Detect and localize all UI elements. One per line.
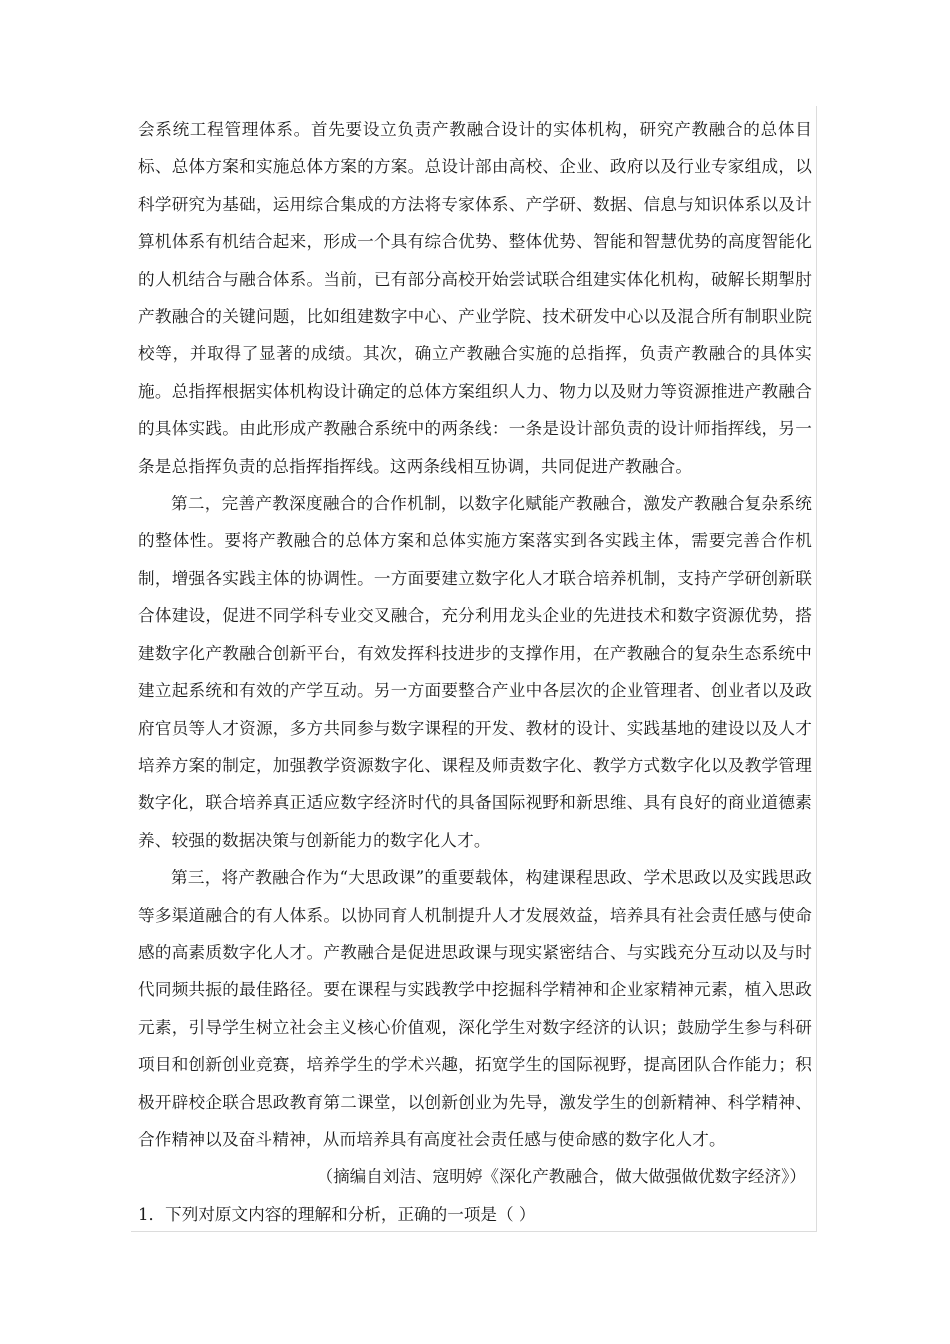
document-body bbox=[131, 106, 817, 1232]
paragraph-3: 第三，将产教融合作为“大思政课”的重要载体，构建课程思政、学术思政以及实践思政等多渠道融合的有人体系。以协同育人机制提升人才发展效益，培养具有社会责任感与使命感的高素质数字化人才。产教融合是促进思政课与现实紧密结合、与实践充分互动以及与时代同频共振的最佳路径。要在课程与实践教学中挖掘科学精神和企业家精神元素，植入思政元素，引导学生树立社会主义核心价值观，深化学生对数字经济的认识；鼓励学生参与科研项目和创新创业竞赛，培养学生的学术兴趣，拓宽学生的国际视野，提高团队合作能力；积极开辟校企联合思政教育第二课堂，以创新创业为先导，激发学生的创新精神、科学精神、合作精神以及奋斗精神，从而培养具有高度社会责任感与使命感的数字化人才。 bbox=[138, 868, 812, 1149]
paragraph-1: 会系统工程管理体系。首先要设立负责产教融合设计的实体机构，研究产教融合的总体目标、总体方案和实施总体方案的方案。总设计部由高校、企业、政府以及行业专家组成，以科学研究为基础，运用综合集成的方法将专家体系、产学研、数据、信息与知识体系以及计算机体系有机结合起来，形成一个具有综合优势、整体优势、智能和智慧优势的高度智能化的人机结合与融合体系。当前，已有部分高校开始尝试联合组建实体化机构，破解长期掣肘产教融合的关键问题，比如组建数字中心、产业学院、技术研发中心以及混合所有制职业院校等，并取得了显著的成绩。其次，确立产教融合实施的总指挥，负责产教融合的具体实施。总指挥根据实体机构设计确定的总体方案组织人力、物力以及财力等资源推进产教融合的具体实践。由此形成产教融合系统中的两条线：一条是设计部负责的设计师指挥线，另一条是总指挥负责的总指挥指挥线。这两条线相互协调，共同促进产教融合。 bbox=[138, 120, 812, 476]
question-1: 1．下列对原文内容的理解和分析，正确的一项是（ ） bbox=[138, 1204, 536, 1224]
paragraph-2: 第二，完善产教深度融合的合作机制，以数字化赋能产教融合，激发产教融合复杂系统的整体性。要将产教融合的总体方案和总体实施方案落实到各实践主体，需要完善合作机制，增强各实践主体的协调性。一方面要建立数字化人才联合培养机制，支持产学研创新联合体建设，促进不同学科专业交叉融合，充分利用龙头企业的先进技术和数字资源优势，搭建数字化产教融合创新平台，有效发挥科技进步的支撑作用，在产教融合的复杂生态系统中建立起系统和有效的产学互动。另一方面要整合产业中各层次的企业管理者、创业者以及政府官员等人才资源，多方共同参与数字课程的开发、教材的设计、实践基地的建设以及人才培养方案的制定，加强教学资源数字化、课程及师责数字化、教学方式数字化以及教学管理数字化，联合培养真正适应数字经济时代的具备国际视野和新思维、具有良好的商业道德素养、较强的数据决策与创新能力的数字化人才。 bbox=[138, 494, 812, 850]
source-citation: （摘编自刘洁、寇明婷《深化产教融合，做大做强做优数字经济》） bbox=[316, 1167, 806, 1187]
